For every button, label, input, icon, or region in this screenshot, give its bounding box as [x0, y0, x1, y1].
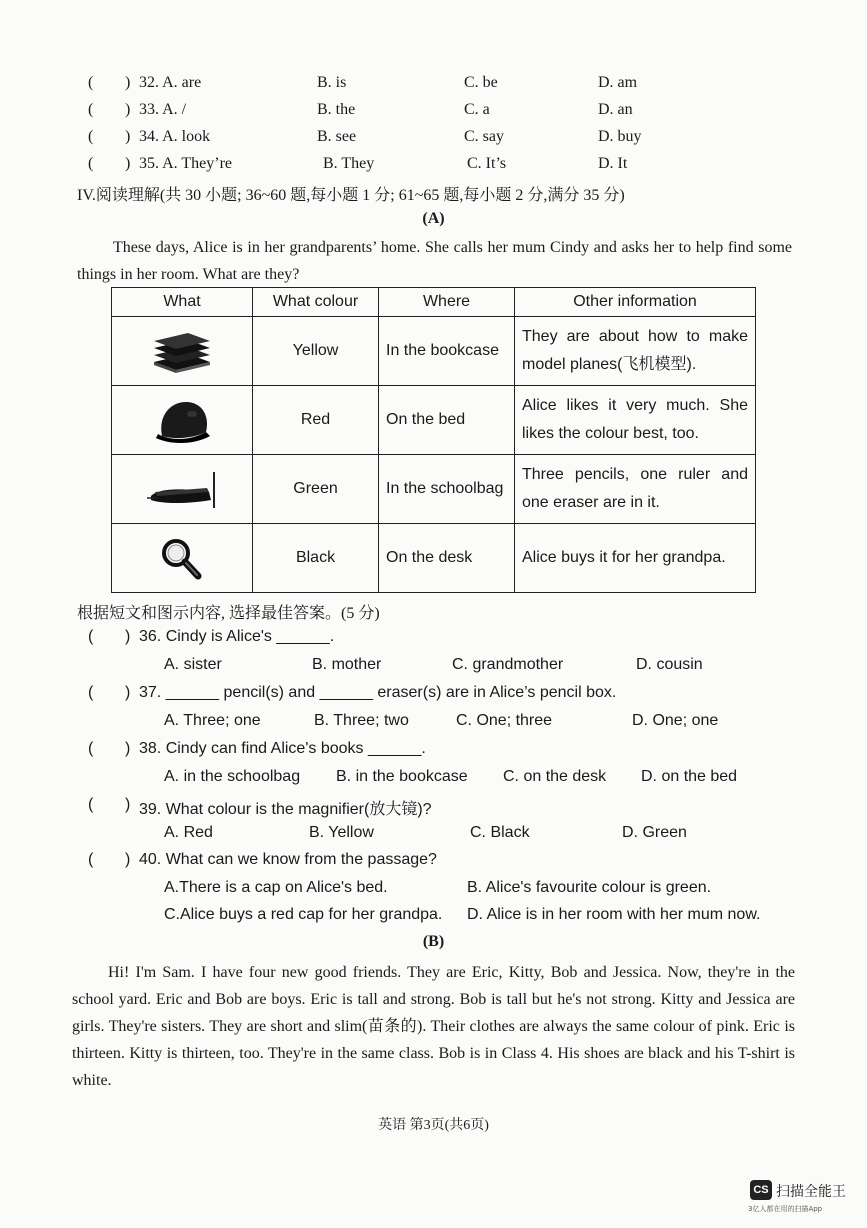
instruction: 根据短文和图示内容, 选择最佳答案。(5 分) — [77, 605, 380, 622]
colour-cell: Red — [253, 386, 379, 455]
item-image-cell — [112, 524, 253, 593]
table-header-row — [112, 288, 756, 317]
question-stem-row — [0, 628, 867, 652]
answer-paren-open: ( — [88, 74, 94, 91]
info-cell: Alice likes it very much. She likes the colour best, too. — [515, 386, 756, 455]
question-stem: 40. What can we know from the passage? — [139, 851, 437, 868]
option-d: D. on the bed — [641, 768, 738, 785]
option-b: B. mother — [312, 656, 382, 673]
option-c: C. One; three — [456, 712, 553, 729]
part-b-passage — [72, 959, 795, 1094]
where-cell: In the schoolbag — [379, 455, 515, 524]
answer-paren-open: ( — [88, 628, 94, 645]
question-row — [0, 128, 867, 152]
page-footer: 英语 第3页(共6页) — [378, 1118, 489, 1133]
colour-cell: Black — [253, 524, 379, 593]
option-d: D. One; one — [632, 712, 719, 729]
info-cell: Three pencils, one ruler and one eraser are in it. — [515, 455, 756, 524]
option-c: C. Black — [470, 824, 530, 841]
books-icon — [148, 326, 216, 376]
section-title: IV.阅读理解(共 30 小题; 36~60 题,每小题 1 分; 61~65 题,每小题 2 分,满分 35 分) — [77, 187, 625, 204]
items-table — [111, 287, 756, 593]
table-row — [112, 317, 756, 386]
answer-paren-open: ( — [88, 128, 94, 145]
magnifier-icon — [152, 533, 212, 583]
header-colour: What colour — [253, 288, 379, 317]
option-a: A. Three; one — [164, 712, 261, 729]
answer-paren-open: ( — [88, 740, 94, 757]
option-b: B. Yellow — [309, 824, 374, 841]
item-image-cell — [112, 386, 253, 455]
option-a: 33. A. / — [139, 101, 187, 118]
answer-paren-close: ) — [125, 628, 131, 645]
question-row — [0, 74, 867, 98]
option-a: A. sister — [164, 656, 222, 673]
answer-paren-close: ) — [125, 851, 131, 868]
table-row — [112, 386, 756, 455]
answer-paren-close: ) — [125, 101, 131, 118]
header-where: Where — [379, 288, 515, 317]
colour-cell: Green — [253, 455, 379, 524]
question-stem: 38. Cindy can find Alice's books ______. — [139, 740, 426, 757]
answer-paren-close: ) — [125, 74, 131, 91]
answer-paren-open: ( — [88, 851, 94, 868]
question-stem-row — [0, 684, 867, 708]
option-b: B. the — [317, 101, 356, 118]
option-b: B. Three; two — [314, 712, 409, 729]
question-row — [0, 155, 867, 179]
option-a: A.There is a cap on Alice's bed. — [164, 879, 388, 896]
option-c: C. grandmother — [452, 656, 564, 673]
option-a: A. in the schoolbag — [164, 768, 301, 785]
item-image-cell — [112, 455, 253, 524]
cs-logo-icon: CS — [750, 1180, 772, 1200]
question-options-row — [0, 656, 867, 680]
item-image-cell — [112, 317, 253, 386]
table-row — [112, 455, 756, 524]
option-a: 32. A. are — [139, 74, 202, 91]
question-stem: 36. Cindy is Alice's ______. — [139, 628, 335, 645]
table-row — [112, 524, 756, 593]
question-options-row — [0, 712, 867, 736]
answer-paren-open: ( — [88, 684, 94, 701]
option-d: D. It — [598, 155, 628, 172]
option-b: B. Alice's favourite colour is green. — [467, 879, 712, 896]
option-c: C. say — [464, 128, 504, 145]
option-d: D. an — [598, 101, 633, 118]
option-b: B. They — [323, 155, 375, 172]
question-options-row — [0, 824, 867, 848]
option-a: 35. A. They’re — [139, 155, 233, 172]
option-c: C. It’s — [467, 155, 507, 172]
question-stem: 37. ______ pencil(s) and ______ eraser(s) are in Alice’s pencil box. — [139, 684, 617, 701]
question-stem: 39. What colour is the magnifier(放大镜)? — [139, 801, 432, 818]
part-a-heading: (A) — [422, 210, 445, 227]
part-b-heading: (B) — [422, 933, 445, 950]
pencil-box-icon — [143, 466, 221, 512]
question-stem-row — [0, 740, 867, 764]
option-d: D. Alice is in her room with her mum now. — [467, 906, 761, 923]
answer-paren-open: ( — [88, 101, 94, 118]
option-c: C. on the desk — [503, 768, 607, 785]
header-what: What — [112, 288, 253, 317]
option-b: B. in the bookcase — [336, 768, 468, 785]
info-cell: They are about how to make model planes(飞机模型). — [515, 317, 756, 386]
cap-icon — [148, 394, 216, 446]
answer-paren-open: ( — [88, 796, 94, 813]
where-cell: On the bed — [379, 386, 515, 455]
watermark-name: 扫描全能王 — [776, 1184, 846, 1200]
option-b: B. is — [317, 74, 347, 91]
question-options-row — [0, 906, 867, 930]
watermark-tagline: 3亿人都在用的扫描App — [748, 1205, 823, 1213]
option-d: D. cousin — [636, 656, 703, 673]
option-a: 34. A. look — [139, 128, 211, 145]
passage-text: Hi! I'm Sam. I have four new good friends. They are Eric, Kitty, Bob and Jessica. Now, they're in the school yard. Eric and Bob are boys. Eric is tall and strong. Bob is tall but he's not strong. Kitty and Jessica are girls. They're sisters. They are short and slim(苗条的). Their clothes are always the same colour of pink. Eric is thirteen. Kitty is thirteen, too. They're in the same class. Bob is in Class 4. His shoes are black and his T-shirt is white. — [72, 964, 795, 1089]
info-cell: Alice buys it for her grandpa. — [515, 524, 756, 593]
intro-text: These days, Alice is in her grandparents’ home. She calls her mum Cindy and asks her to help find some things in her room. What are they? — [77, 239, 792, 283]
question-options-row — [0, 879, 867, 903]
question-stem-row — [0, 851, 867, 875]
where-cell: In the bookcase — [379, 317, 515, 386]
option-d: D. am — [598, 74, 638, 91]
option-d: D. Green — [622, 824, 687, 841]
question-stem-row — [0, 796, 867, 820]
answer-paren-close: ) — [125, 128, 131, 145]
option-b: B. see — [317, 128, 357, 145]
option-a: A. Red — [164, 824, 213, 841]
where-cell: On the desk — [379, 524, 515, 593]
colour-cell: Yellow — [253, 317, 379, 386]
option-c: C. a — [464, 101, 490, 118]
answer-paren-close: ) — [125, 155, 131, 172]
option-d: D. buy — [598, 128, 642, 145]
question-row — [0, 101, 867, 125]
question-options-row — [0, 768, 867, 792]
option-c: C.Alice buys a red cap for her grandpa. — [164, 906, 443, 923]
answer-paren-close: ) — [125, 740, 131, 757]
option-c: C. be — [464, 74, 498, 91]
part-a-intro — [77, 234, 792, 288]
header-info: Other information — [515, 288, 756, 317]
answer-paren-open: ( — [88, 155, 94, 172]
answer-paren-close: ) — [125, 684, 131, 701]
answer-paren-close: ) — [125, 796, 131, 813]
